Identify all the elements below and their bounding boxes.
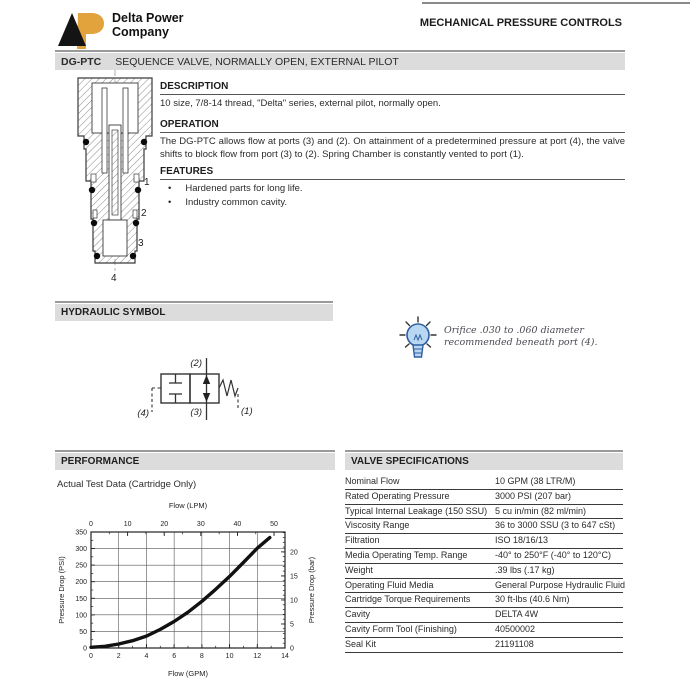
spec-row [345, 564, 623, 579]
port-4-label: 4 [111, 273, 117, 284]
spec-row [345, 549, 623, 564]
svg-text:Pressure Drop (bar): Pressure Drop (bar) [307, 556, 316, 624]
spec-label: Weight [345, 564, 373, 575]
hydraulic-symbol-header [55, 304, 333, 321]
lightbulb-icon [398, 316, 438, 364]
spec-value: 5 cu in/min (82 ml/min) [495, 505, 587, 516]
spec-row [345, 638, 623, 653]
feature-item: • Industry common cavity. [162, 196, 303, 210]
symbol-port-1-label: (1) [241, 406, 253, 417]
operation-heading: OPERATION [160, 119, 625, 133]
product-title: SEQUENCE VALVE, NORMALLY OPEN, EXTERNAL PILOT [115, 55, 399, 68]
spec-row [345, 534, 623, 549]
svg-text:14: 14 [281, 653, 289, 660]
spec-value: 30 ft-lbs (40.6 Nm) [495, 594, 570, 605]
spec-row [345, 608, 623, 623]
svg-text:0: 0 [89, 653, 93, 660]
description-heading: DESCRIPTION [160, 81, 625, 95]
spec-label: Seal Kit [345, 638, 377, 649]
symbol-port-4-label: (4) [137, 408, 149, 419]
symbol-port-2-label: (2) [190, 358, 202, 369]
spec-value: ISO 18/16/13 [495, 535, 549, 546]
svg-text:300: 300 [75, 546, 87, 554]
spec-value: 21191108 [495, 638, 534, 649]
port-1-label: 1 [144, 177, 150, 188]
spec-row [345, 579, 626, 594]
svg-text:Flow (GPM): Flow (GPM) [168, 669, 208, 678]
svg-text:15: 15 [290, 573, 298, 581]
svg-text:40: 40 [233, 521, 242, 528]
performance-topline [55, 450, 335, 452]
spec-value: 10 GPM (38 LTR/M) [495, 476, 576, 486]
svg-text:50: 50 [270, 521, 278, 528]
port-3-label: 3 [138, 238, 144, 249]
logo-text [112, 12, 184, 39]
spec-value: .39 lbs (.17 kg) [495, 564, 555, 575]
header-category: MECHANICAL PRESSURE CONTROLS [419, 17, 622, 29]
spec-value: DELTA 4W [495, 609, 539, 620]
svg-text:350: 350 [75, 529, 87, 537]
svg-text:2: 2 [116, 653, 121, 660]
svg-text:150: 150 [75, 595, 87, 603]
spec-label: Typical Internal Leakage (150 SSU) [345, 505, 488, 516]
svg-text:0: 0 [290, 645, 294, 653]
hydraulic-symbol-topline [55, 301, 333, 303]
svg-text:10: 10 [225, 653, 234, 660]
performance-chart [55, 498, 320, 694]
logo-line1: Delta Power [112, 11, 184, 25]
spec-label: Cavity Form Tool (Finishing) [345, 623, 457, 634]
titlebar-topline [55, 50, 625, 52]
svg-text:0: 0 [89, 521, 93, 528]
specs-heading: VALVE SPECIFICATIONS [351, 456, 469, 467]
spec-label: Cavity [345, 609, 371, 620]
svg-text:100: 100 [75, 612, 87, 620]
delta-power-logo-icon [58, 10, 106, 50]
svg-text:5: 5 [290, 621, 294, 629]
features-heading: FEATURES [160, 166, 625, 180]
symbol-port-3-label: (3) [190, 407, 202, 418]
model-code: DG-PTC [61, 55, 102, 68]
spec-value: -40° to 250°F (-40° to 120°C) [495, 549, 611, 560]
svg-text:12: 12 [253, 653, 262, 660]
spec-value: General Purpose Hydraulic Fluid [495, 579, 626, 590]
spec-row [345, 490, 623, 505]
spec-label: Viscosity Range [345, 520, 410, 531]
performance-header [55, 453, 335, 470]
spring-symbol [219, 380, 238, 396]
svg-text:20: 20 [290, 549, 298, 557]
spec-label: Media Operating Temp. Range [345, 549, 468, 560]
hydraulic-symbol-heading: HYDRAULIC SYMBOL [61, 307, 166, 318]
performance-subtitle: Actual Test Data (Cartridge Only) [57, 479, 197, 490]
hydraulic-symbol-diagram [128, 350, 278, 435]
spec-label: Rated Operating Pressure [345, 490, 450, 501]
svg-text:10: 10 [123, 521, 132, 528]
svg-text:4: 4 [144, 653, 149, 660]
spec-label: Filtration [345, 535, 380, 546]
spec-value: 36 to 3000 SSU (3 to 647 cSt) [495, 520, 616, 531]
svg-text:6: 6 [172, 653, 177, 660]
svg-text:10: 10 [290, 597, 298, 605]
spec-table [345, 475, 626, 653]
spec-value: 3000 PSI (207 bar) [495, 490, 572, 501]
operation-body: The DG-PTC allows flow at ports (3) and (2). On attainment of a predetermined pressure at port (4), the valve shifts to block flow from port (3) to (2). Spring Chamber is constantly vented to port (1). [160, 136, 625, 160]
specs-topline [345, 450, 623, 452]
port-2-label: 2 [141, 208, 147, 219]
product-title-bar [55, 53, 625, 70]
spec-row [345, 593, 623, 608]
spec-label: Nominal Flow [345, 476, 400, 486]
spec-row [345, 505, 623, 520]
description-body: 10 size, 7/8-14 thread, "Delta" series, external pilot, normally open. [160, 98, 441, 109]
svg-text:250: 250 [75, 562, 87, 570]
svg-text:Pressure Drop (PSI): Pressure Drop (PSI) [57, 556, 66, 624]
header-rule [422, 2, 690, 4]
svg-text:0: 0 [83, 645, 87, 653]
svg-text:30: 30 [196, 521, 205, 528]
spec-row [345, 623, 623, 638]
svg-text:8: 8 [199, 653, 204, 660]
svg-text:Flow (LPM): Flow (LPM) [168, 501, 208, 510]
svg-text:50: 50 [79, 628, 87, 636]
spec-label: Operating Fluid Media [345, 579, 434, 590]
valve-cross-section-drawing [58, 70, 173, 295]
spec-row [345, 475, 623, 490]
feature-item: • Hardened parts for long life. [162, 182, 303, 196]
features-list [162, 182, 303, 209]
svg-text:20: 20 [160, 521, 169, 528]
performance-heading: PERFORMANCE [61, 456, 140, 467]
specs-header [345, 453, 623, 470]
spec-value: 40500002 [495, 623, 536, 634]
spec-label: Cartridge Torque Requirements [345, 594, 471, 605]
svg-text:200: 200 [75, 579, 87, 587]
spec-row [345, 519, 623, 534]
orifice-note: Orifice .030 to .060 diameter recommended beneath port (4). [444, 325, 598, 348]
logo-line2: Company [112, 24, 169, 39]
